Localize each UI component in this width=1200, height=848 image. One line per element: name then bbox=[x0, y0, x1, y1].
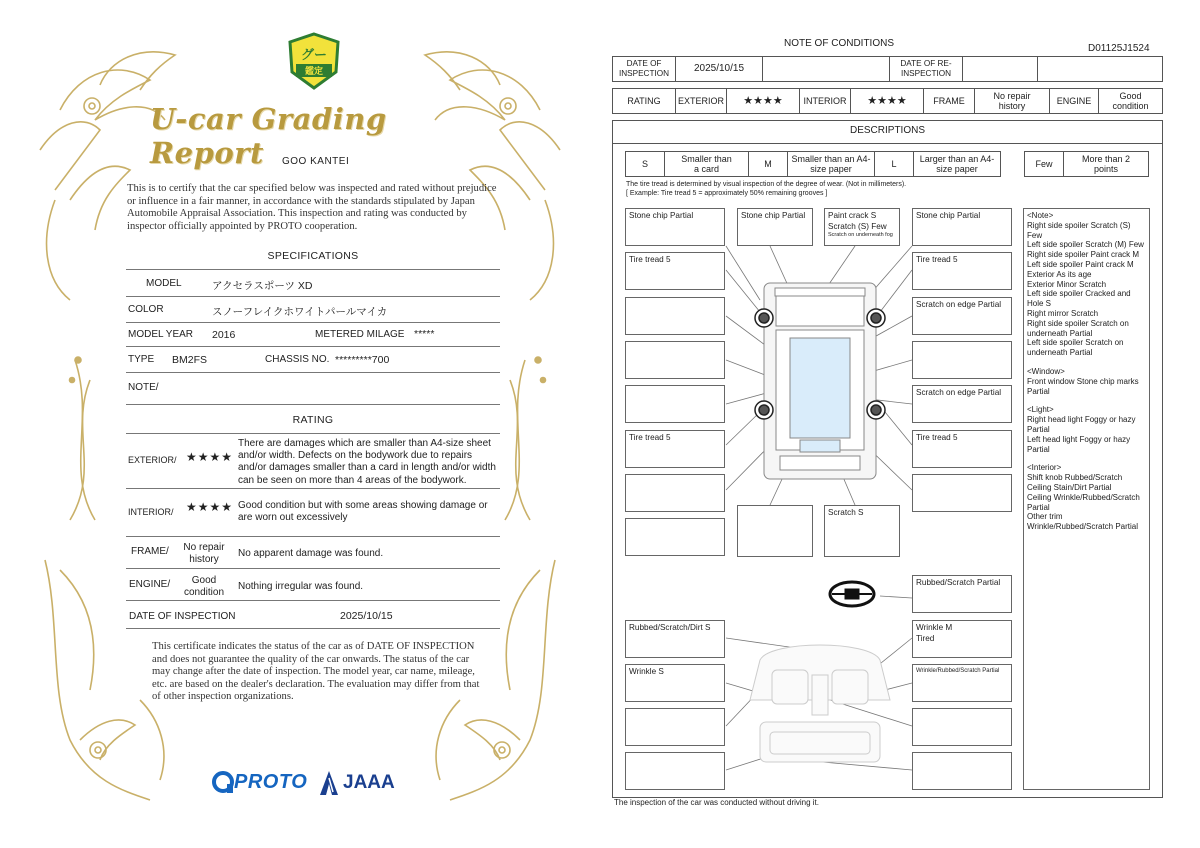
note-line bbox=[1027, 358, 1146, 367]
note-line: Left head light Foggy or hazy Partial bbox=[1027, 434, 1131, 454]
exterior-description: There are damages which are smaller than A4-size sheet and/or width. Defects on the bodywork due to repairs and/or damages smaller than a card in length and/or width can be seen on more than 4 areas of the bodywork. bbox=[238, 438, 496, 486]
tread-note-line: [ Example: Tire tread 5 = approximately 50% remaining grooves ] bbox=[626, 190, 828, 197]
type-value: BM2FS bbox=[172, 354, 208, 366]
legend-text: More than 2 points bbox=[1063, 151, 1149, 177]
condition-note bbox=[625, 518, 725, 556]
frame-value: No repair history bbox=[183, 542, 225, 566]
report-title: U-car Grading Report bbox=[150, 102, 387, 170]
noc-exterior-stars: ★★★★ bbox=[726, 88, 800, 114]
date-of-inspection-label: DATE OF INSPECTION bbox=[129, 611, 236, 622]
interior-description: Good condition but with some areas showing damage or are worn out excessively bbox=[238, 500, 488, 524]
condition-note bbox=[625, 708, 725, 746]
condition-note-line: Scratch on underneath fog bbox=[828, 232, 893, 238]
divider bbox=[126, 346, 500, 347]
condition-note bbox=[625, 474, 725, 512]
mileage-label: METERED MILAGE bbox=[315, 329, 405, 340]
certificate-footer: This certificate indicates the status of the car as of DATE OF INSPECTION and does not guarantee the quality of the car onwards. The status of the car may change after the date of inspection. The model year, car name, mileage, etc. are based on the dealer's declaration. The evaluation may differ from that of other inspection organizations. bbox=[152, 641, 480, 703]
note-line: Left side spoiler Scratch (M) Few bbox=[1027, 240, 1144, 250]
condition-note: Stone chip Partial bbox=[912, 208, 1012, 246]
model-year-value: 2016 bbox=[212, 329, 236, 341]
legend-text: Smaller than an A4-size paper bbox=[787, 151, 875, 177]
note-line: Exterior Minor Scratch bbox=[1027, 279, 1107, 289]
reinspection-label: DATE OF RE-INSPECTION bbox=[889, 56, 963, 82]
chassis-value: *********700 bbox=[335, 354, 390, 366]
note-line: Right head light Foggy or hazy Partial bbox=[1027, 415, 1136, 434]
note-line: <Interior> bbox=[1027, 463, 1062, 473]
condition-note bbox=[912, 752, 1012, 790]
note-line: Ceiling Stain/Dirt Partial bbox=[1027, 482, 1112, 492]
color-value: スノーフレイクホワイトパールマイカ bbox=[212, 306, 388, 318]
condition-note: Tire tread 5 bbox=[625, 430, 725, 468]
divider bbox=[126, 404, 500, 405]
specifications-heading: SPECIFICATIONS bbox=[267, 250, 359, 262]
proto-mark-icon bbox=[212, 770, 234, 794]
notes-list bbox=[1023, 208, 1150, 790]
condition-note bbox=[625, 341, 725, 379]
condition-note bbox=[824, 208, 900, 246]
divider bbox=[126, 628, 500, 629]
condition-note: Rubbed/Scratch/Dirt S bbox=[625, 620, 725, 658]
jaaa-mark-icon bbox=[318, 770, 340, 796]
note-line: Right side spoiler Paint crack M bbox=[1027, 250, 1140, 260]
condition-note: Scratch on edge Partial bbox=[912, 297, 1012, 335]
rating-heading: RATING bbox=[292, 414, 334, 426]
model-value: アクセラスポーツ XD bbox=[212, 280, 313, 292]
condition-note: Scratch S bbox=[824, 505, 900, 557]
type-label: TYPE bbox=[128, 354, 155, 365]
condition-note: Stone chip Partial bbox=[737, 208, 813, 246]
condition-note-line: Wrinkle M bbox=[916, 623, 953, 632]
note-line: Left side spoiler Scratch on underneath Partial bbox=[1027, 338, 1124, 358]
divider bbox=[126, 322, 500, 323]
note-line: <Note> bbox=[1027, 211, 1054, 220]
note-line: Shift knob Rubbed/Scratch bbox=[1027, 473, 1123, 483]
color-label: COLOR bbox=[128, 304, 164, 315]
note-label: NOTE/ bbox=[128, 382, 159, 393]
note-line: Ceiling Wrinkle/Rubbed/Scratch Partial bbox=[1027, 492, 1140, 512]
divider bbox=[126, 536, 500, 537]
legend-code: L bbox=[874, 151, 914, 177]
divider bbox=[126, 488, 500, 489]
condition-note-line: Tired bbox=[916, 633, 935, 643]
steering-wheel-icon bbox=[830, 582, 874, 606]
certificate-intro: This is to certify that the car specified below was inspected and rated without prejudice or influence in a fair manner, in accordance with the standards stipulated by Japan Automobile Appraisal Association. This inspection and rating was conducted by inspector officially appointed by PROTO cooperation. bbox=[127, 183, 497, 232]
legend-code: M bbox=[748, 151, 788, 177]
condition-note bbox=[625, 752, 725, 790]
interior-label: INTERIOR/ bbox=[128, 507, 174, 517]
engine-description: Nothing irregular was found. bbox=[238, 581, 364, 592]
model-year-label: MODEL YEAR bbox=[128, 329, 194, 340]
divider bbox=[126, 296, 500, 297]
tread-note-line: The tire tread is determined by visual inspection of the degree of wear. (Not in millimeters). bbox=[626, 181, 907, 188]
exterior-label: EXTERIOR/ bbox=[128, 455, 177, 465]
svg-text:鑑定: 鑑定 bbox=[304, 67, 324, 77]
condition-note bbox=[737, 505, 813, 557]
report-subtitle: GOO KANTEI bbox=[282, 156, 350, 167]
chassis-label: CHASSIS NO. bbox=[265, 354, 330, 365]
date-of-inspection-value: 2025/10/15 bbox=[340, 610, 393, 622]
noc-interior-stars: ★★★★ bbox=[850, 88, 924, 114]
divider bbox=[126, 568, 500, 569]
note-line: <Window> bbox=[1027, 366, 1065, 376]
condition-note bbox=[625, 297, 725, 335]
svg-text:グー: グー bbox=[300, 48, 328, 63]
condition-note: Rubbed/Scratch Partial bbox=[912, 575, 1012, 613]
engine-value: Good condition bbox=[183, 575, 225, 599]
condition-note: Wrinkle/Rubbed/Scratch Partial bbox=[912, 664, 1012, 702]
frame-description: No apparent damage was found. bbox=[238, 548, 384, 559]
condition-note bbox=[912, 708, 1012, 746]
exterior-stars: ★★★★ bbox=[186, 450, 234, 464]
note-line: <Light> bbox=[1027, 405, 1054, 415]
interior-stars: ★★★★ bbox=[186, 500, 234, 514]
noc-doi-value: 2025/10/15 bbox=[675, 56, 763, 82]
legend-text: Smaller than a card bbox=[664, 151, 749, 177]
divider bbox=[126, 269, 500, 270]
engine-label: ENGINE/ bbox=[129, 579, 171, 590]
noc-frame-label: FRAME bbox=[923, 88, 975, 114]
noc-footer: The inspection of the car was conducted without driving it. bbox=[614, 798, 819, 807]
noc-engine-value: Good condition bbox=[1098, 88, 1163, 114]
condition-note: Wrinkle S bbox=[625, 664, 725, 702]
note-line bbox=[1027, 454, 1146, 463]
condition-note bbox=[625, 385, 725, 423]
divider bbox=[126, 433, 500, 434]
noc-title: NOTE OF CONDITIONS bbox=[784, 38, 894, 49]
condition-note-line: Scratch (S) Few bbox=[828, 221, 887, 231]
model-label: MODEL bbox=[146, 278, 182, 289]
condition-note bbox=[912, 474, 1012, 512]
noc-frame-value: No repair history bbox=[974, 88, 1050, 114]
note-line: Right side spoiler Scratch (S) Few bbox=[1027, 220, 1131, 240]
condition-note-line: Paint crack S bbox=[828, 211, 877, 220]
legend-code: Few bbox=[1024, 151, 1064, 177]
note-line: Exterior As its age bbox=[1027, 269, 1092, 279]
condition-note: Tire tread 5 bbox=[625, 252, 725, 290]
condition-note: Scratch on edge Partial bbox=[912, 385, 1012, 423]
jaaa-logo bbox=[318, 770, 395, 796]
noc-doi-label: DATE OF INSPECTION bbox=[612, 56, 676, 82]
proto-logo-text: PROTO bbox=[234, 770, 308, 793]
document-id: D01125J1524 bbox=[1088, 43, 1150, 54]
note-line: Front window Stone chip marks Partial bbox=[1027, 376, 1139, 396]
noc-exterior-label: EXTERIOR bbox=[675, 88, 727, 114]
note-line: Other trim Wrinkle/Rubbed/Scratch Partial bbox=[1027, 512, 1139, 532]
note-line: Right side spoiler Scratch on underneath Partial bbox=[1027, 318, 1129, 338]
noc-rating-label: RATING bbox=[612, 88, 676, 114]
note-line: Left side spoiler Cracked and Hole S bbox=[1027, 289, 1131, 309]
noc-engine-label: ENGINE bbox=[1049, 88, 1099, 114]
condition-note: Tire tread 5 bbox=[912, 252, 1012, 290]
condition-note bbox=[912, 620, 1012, 658]
note-line: Left side spoiler Paint crack M bbox=[1027, 259, 1134, 269]
note-line bbox=[1027, 396, 1146, 405]
divider bbox=[126, 372, 500, 373]
goo-kantei-badge-icon bbox=[286, 32, 342, 92]
noc-interior-label: INTERIOR bbox=[799, 88, 851, 114]
condition-note: Tire tread 5 bbox=[912, 430, 1012, 468]
frame-label: FRAME/ bbox=[131, 546, 169, 557]
divider bbox=[126, 600, 500, 601]
condition-note: Stone chip Partial bbox=[625, 208, 725, 246]
legend-code: S bbox=[625, 151, 665, 177]
condition-note bbox=[912, 341, 1012, 379]
note-line: Right mirror Scratch bbox=[1027, 308, 1099, 318]
proto-logo bbox=[212, 770, 307, 794]
mileage-value: ***** bbox=[414, 328, 435, 340]
descriptions-heading: DESCRIPTIONS bbox=[612, 120, 1163, 144]
note-of-conditions bbox=[600, 0, 1200, 848]
legend-text: Larger than an A4-size paper bbox=[913, 151, 1001, 177]
jaaa-logo-text: JAAA bbox=[343, 772, 395, 793]
